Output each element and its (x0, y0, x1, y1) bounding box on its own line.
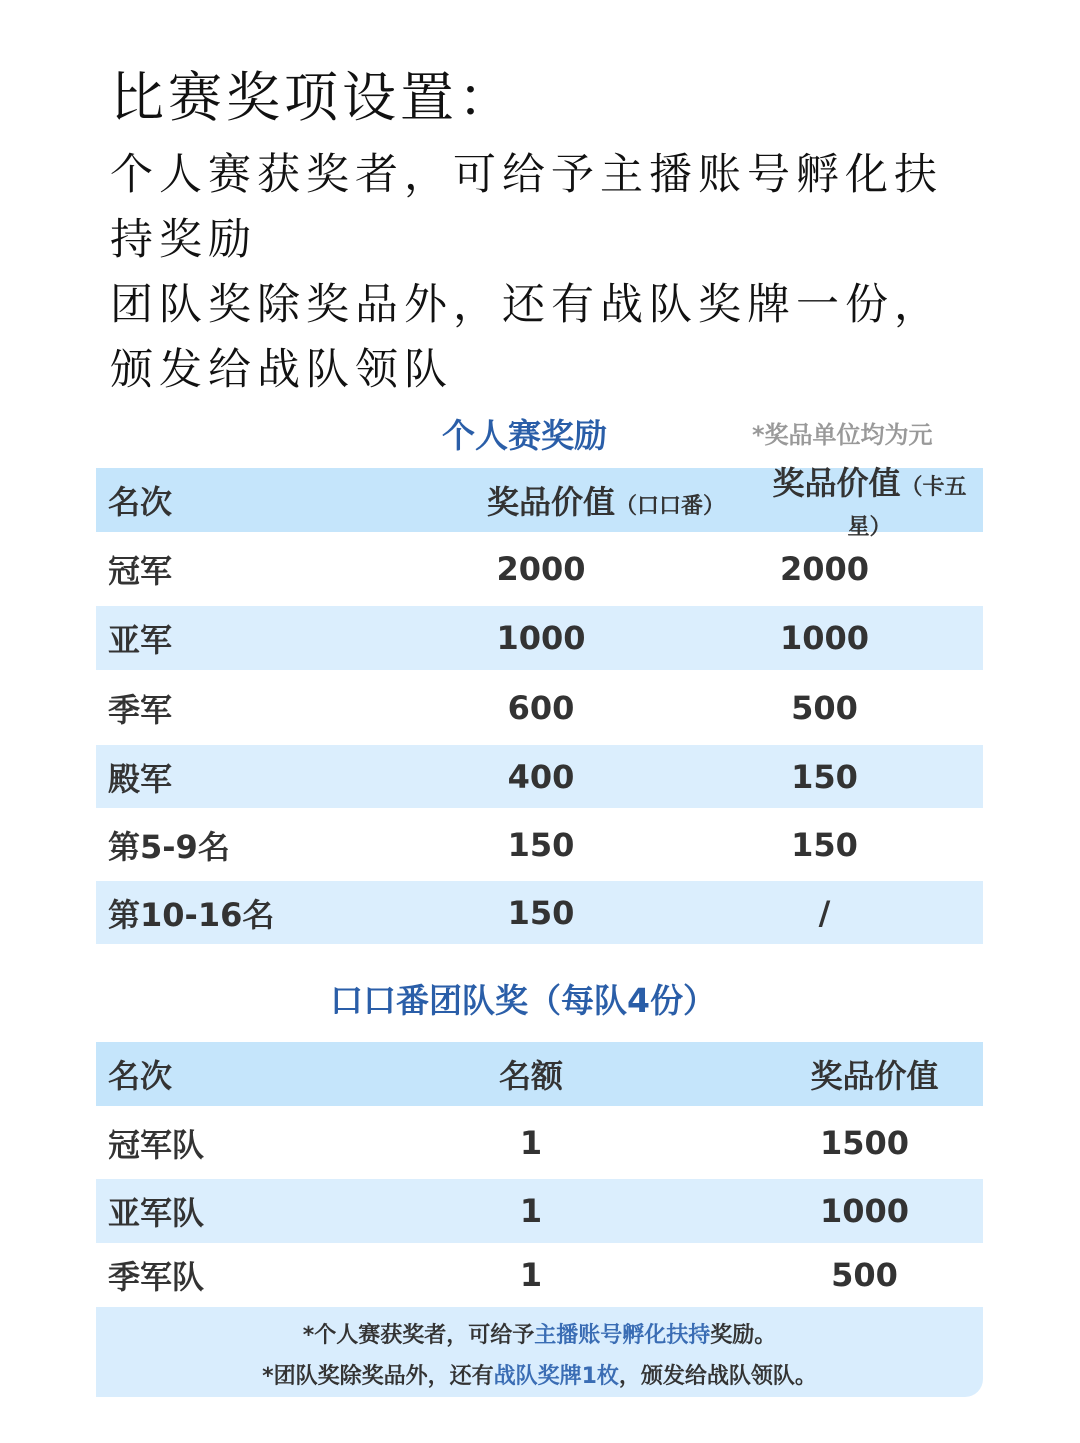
cell-value-2: / (818, 893, 831, 932)
cell-value-1: 1 (519, 1192, 543, 1230)
individual-table (96, 464, 983, 944)
header-rank: 名次 (108, 483, 173, 521)
cell-value-2: 1500 (819, 1123, 910, 1162)
cell-value-2: 1000 (819, 1192, 910, 1230)
cell-value-1: 2000 (496, 550, 586, 588)
cell-value-2: 500 (831, 1255, 898, 1294)
cell-rank: 冠军 (108, 552, 173, 590)
cell-rank: 冠军队 (108, 1125, 205, 1164)
team-table (96, 1042, 983, 1306)
individual-table-title: 个人赛奖励 (442, 416, 607, 455)
table-row (96, 670, 983, 745)
table-row (96, 1243, 983, 1306)
cell-value-1: 150 (507, 825, 575, 864)
cell-value-1: 1 (519, 1255, 543, 1294)
page-heading: 比赛奖项设置： (110, 66, 516, 129)
cell-rank: 季军队 (108, 1257, 205, 1296)
paragraph-team: 团队奖除奖品外，还有战队奖牌一份，颁发给战队领队 (110, 280, 943, 395)
cell-value-2: 500 (791, 688, 858, 727)
cell-value-2: 1000 (779, 619, 870, 657)
cell-value-1: 150 (507, 893, 575, 932)
cell-rank: 第5-9名 (108, 827, 230, 866)
header-value-2: 奖品价值（卡五星） (772, 464, 967, 540)
cell-rank: 亚军队 (108, 1194, 205, 1232)
paragraph-individual: 个人赛获奖者，可给予主播账号孵化扶持奖励 (110, 150, 943, 265)
header-quota: 名额 (498, 1057, 563, 1095)
table-header (96, 464, 983, 540)
team-table-title: 口口番团队奖（每队4份） (330, 981, 716, 1020)
cell-rank: 季军 (108, 690, 173, 729)
cell-value-2: 2000 (779, 550, 870, 588)
cell-value-2: 150 (791, 825, 858, 864)
cell-rank: 第10-16名 (108, 895, 275, 934)
cell-value-2: 150 (791, 757, 858, 796)
table-row (96, 1179, 983, 1243)
table-row (96, 606, 983, 670)
table-row (96, 881, 983, 944)
cell-rank: 殿军 (108, 759, 173, 798)
cell-value-1: 1 (519, 1123, 543, 1162)
table-row (96, 808, 983, 881)
table-row (96, 745, 983, 808)
footer-line-2: *团队奖除奖品外，还有战队奖牌1枚，颁发给战队领队。 (262, 1364, 817, 1389)
table-row (96, 532, 983, 606)
footer-line-1: *个人赛获奖者，可给予主播账号孵化扶持奖励。 (302, 1323, 777, 1348)
footer-notes (96, 1307, 983, 1397)
header-rank: 名次 (108, 1057, 173, 1095)
unit-note: *奖品单位均为元 (752, 421, 933, 449)
header-value-1: 奖品价值（口口番） (486, 483, 726, 521)
table-row (96, 1106, 983, 1179)
cell-value-1: 600 (507, 688, 575, 727)
header-value: 奖品价值 (810, 1057, 939, 1095)
table-header (96, 1042, 983, 1106)
cell-rank: 亚军 (108, 621, 173, 659)
cell-value-1: 400 (507, 757, 575, 796)
cell-value-1: 1000 (496, 619, 586, 657)
